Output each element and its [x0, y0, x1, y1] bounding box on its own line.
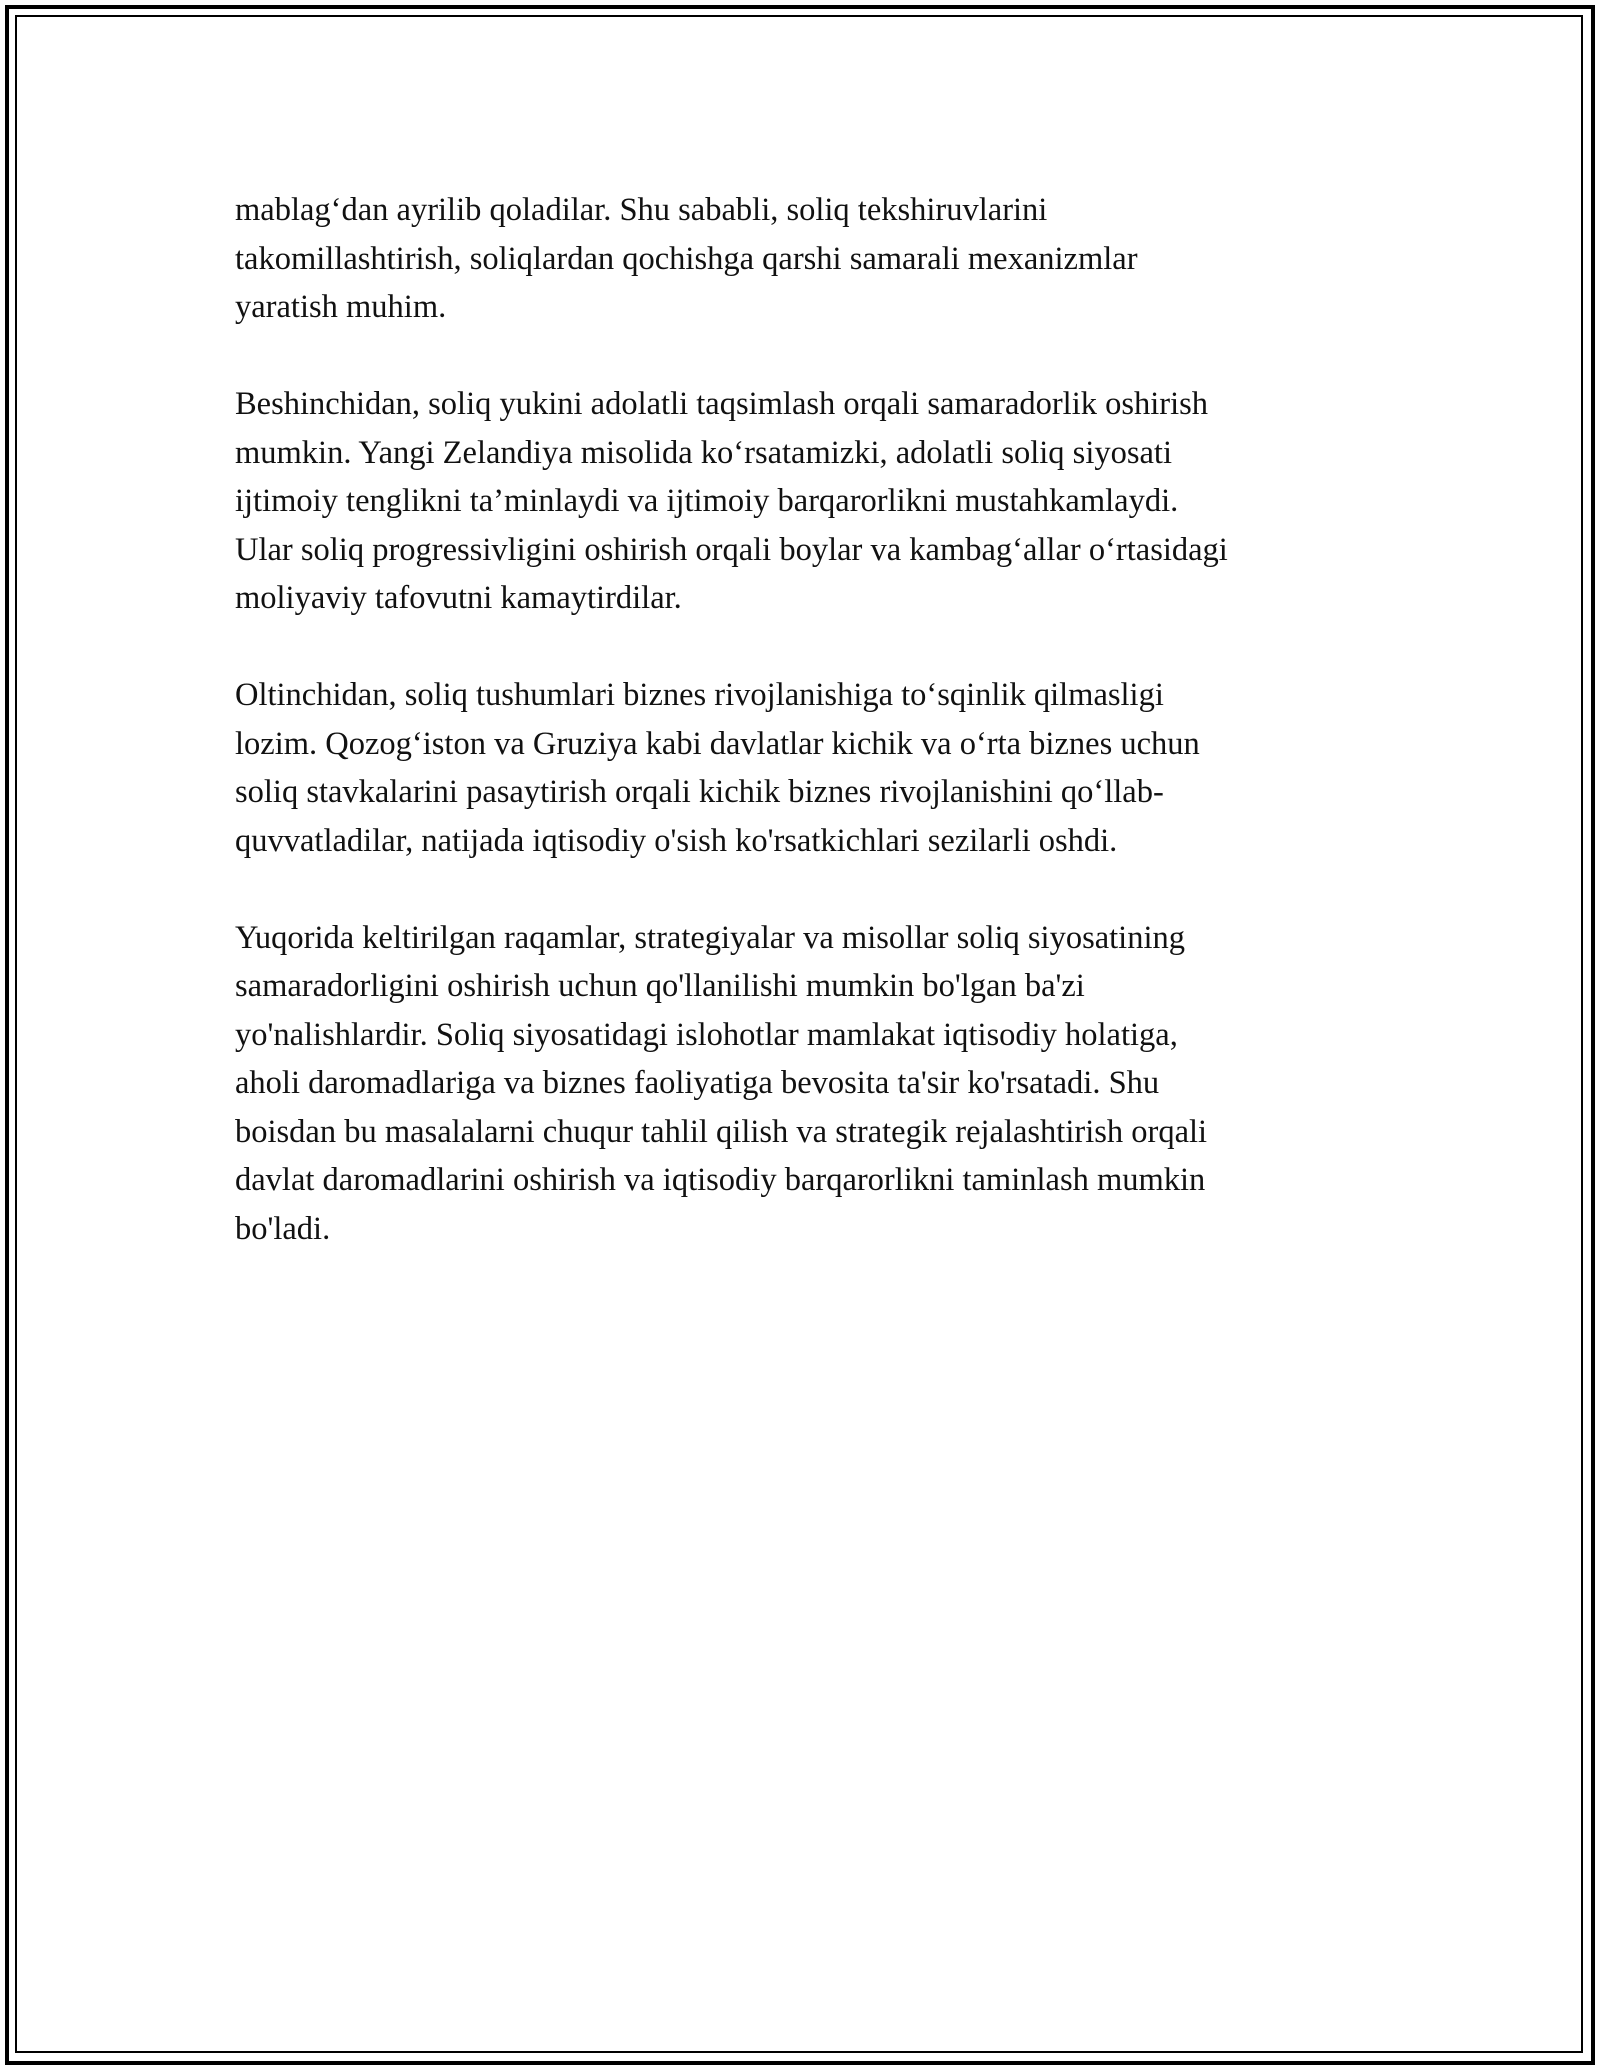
text-line: Oltinchidan, soliq tushumlari biznes rivojlanishiga to‘sqinlik qilmasligi [235, 677, 1164, 713]
text-line: Yuqorida keltirilgan raqamlar, strategiyalar va misollar soliq siyosatining [235, 919, 1185, 956]
text-line: Ular soliq progressivligini oshirish orqali boylar va kambag‘allar o‘rtasidagi [235, 531, 1228, 568]
paragraph-2 [235, 380, 1365, 623]
paragraph-3 [235, 671, 1365, 865]
paragraph-1 [235, 186, 1365, 332]
text-line: mablag‘dan ayrilib qoladilar. Shu sababli, soliq tekshiruvlarini [235, 192, 1048, 228]
text-line: yaratish muhim. [235, 289, 447, 325]
text-line: bo'ladi. [235, 1210, 331, 1247]
text-line: aholi daromadlariga va biznes faoliyatiga bevosita ta'sir ko'rsatadi. Shu [235, 1065, 1160, 1101]
text-line: yo'nalishlardir. Soliq siyosatidagi islohotlar mamlakat iqtisodiy holatiga, [235, 1016, 1178, 1053]
text-line: moliyaviy tafovutni kamaytirdilar. [235, 580, 682, 616]
text-line: takomillashtirish, soliqlardan qochishga qarshi samarali mexanizmlar [235, 240, 1138, 277]
paragraph-4 [235, 914, 1365, 1254]
text-line: davlat daromadlarini oshirish va iqtisodiy barqarorlikni taminlash mumkin [235, 1162, 1206, 1198]
text-line: Beshinchidan, soliq yukini adolatli taqsimlash orqali samaradorlik oshirish [235, 386, 1209, 422]
text-line: mumkin. Yangi Zelandiya misolida ko‘rsatamizki, adolatli soliq siyosati [235, 434, 1172, 471]
text-line: boisdan bu masalalarni chuqur tahlil qilish va strategik rejalashtirish orqali [235, 1113, 1208, 1150]
text-line: ijtimoiy tenglikni ta’minlaydi va ijtimoiy barqarorlikni mustahkamlaydi. [235, 483, 1179, 519]
text-line: quvvatladilar, natijada iqtisodiy o'sish ko'rsatkichlari sezilarli oshdi. [235, 822, 1118, 859]
document-body [235, 186, 1365, 1302]
text-line: samaradorligini oshirish uchun qo'llanilishi mumkin bo'lgan ba'zi [235, 968, 1085, 1004]
text-line: lozim. Qozog‘iston va Gruziya kabi davlatlar kichik va o‘rta biznes uchun [235, 725, 1200, 762]
text-line: soliq stavkalarini pasaytirish orqali kichik biznes rivojlanishini qo‘llab- [235, 774, 1164, 810]
